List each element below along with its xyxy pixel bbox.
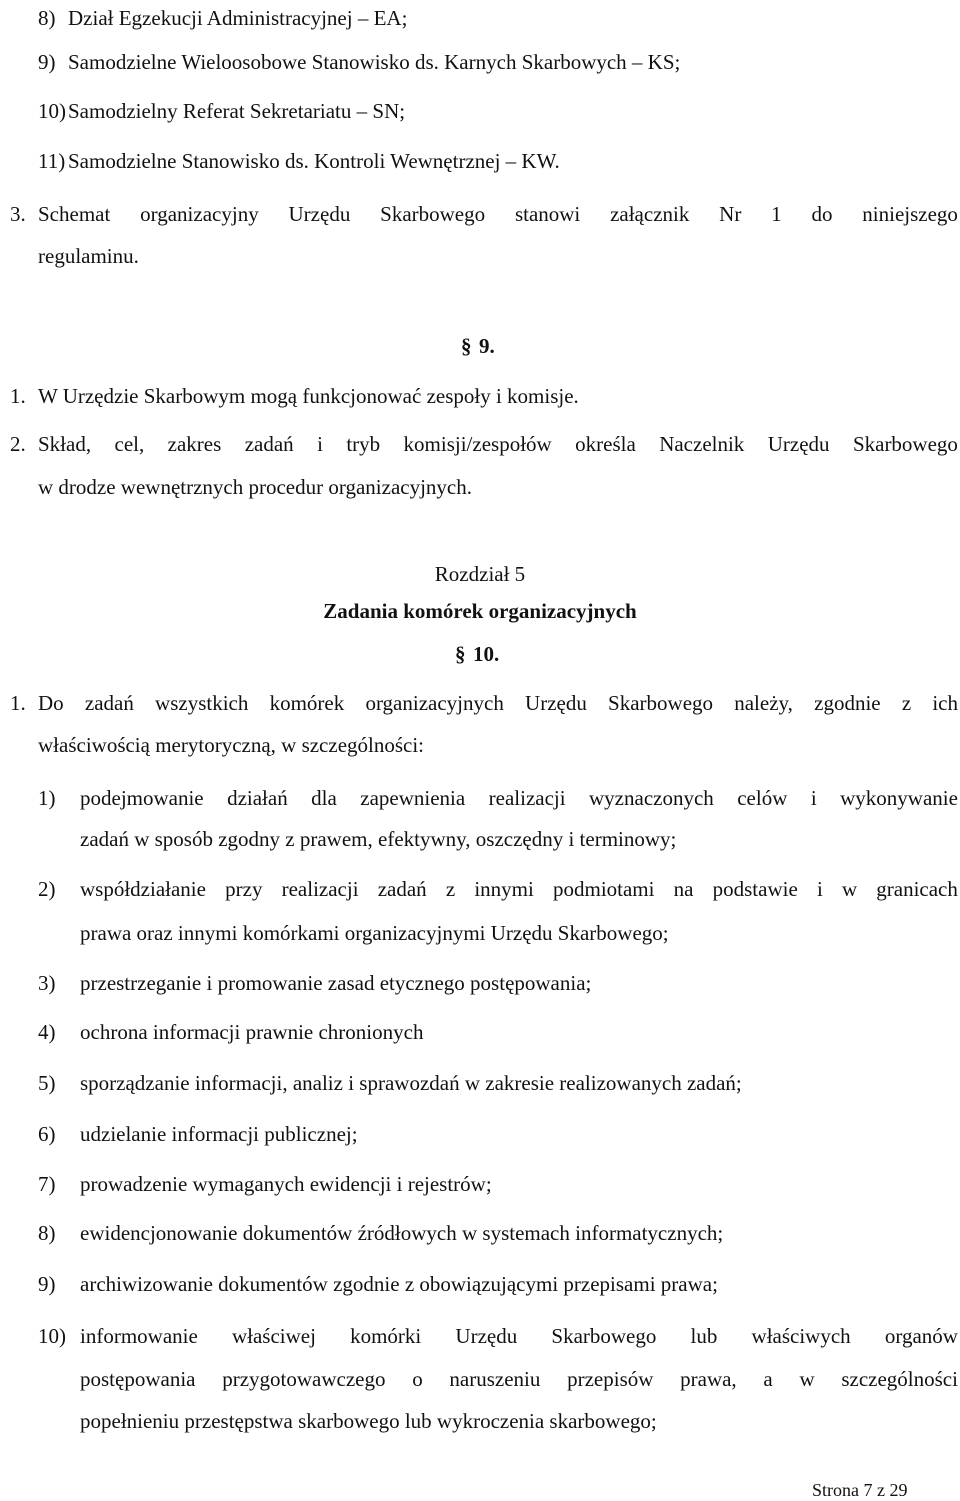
list-number: 10) <box>38 1324 66 1348</box>
list-item-text: przestrzeganie i promowanie zasad etycznego postępowania; <box>80 971 592 995</box>
list-number: 5) <box>38 1071 56 1095</box>
list-number: 3) <box>38 971 56 995</box>
list-item-text: podejmowanie działań dla zapewnienia realizacji wyznaczonych celów i wykonywanie <box>80 786 958 810</box>
list-item-text: ewidencjonowanie dokumentów źródłowych w systemach informatycznych; <box>80 1221 724 1245</box>
list-number: 9) <box>38 50 56 74</box>
list-number: 4) <box>38 1020 56 1044</box>
paragraph-number: 1. <box>10 384 26 408</box>
section-title: 10. <box>473 642 500 666</box>
paragraph-number: 3. <box>10 202 26 226</box>
list-number: 8) <box>38 6 56 30</box>
list-number: 8) <box>38 1221 56 1245</box>
list-item-text: informowanie właściwej komórki Urzędu Skarbowego lub właściwych organów <box>80 1324 958 1348</box>
paragraph-number: 1. <box>10 691 26 715</box>
list-item-text: udzielanie informacji publicznej; <box>80 1122 358 1146</box>
paragraph-line: Schemat organizacyjny Urzędu Skarbowego stanowi załącznik Nr 1 do niniejszego <box>38 202 958 226</box>
section-symbol: § <box>455 642 466 666</box>
paragraph-line: Do zadań wszystkich komórek organizacyjnych Urzędu Skarbowego należy, zgodnie z ich <box>38 691 958 715</box>
list-item-text: Samodzielne Stanowisko ds. Kontroli Wewnętrznej – KW. <box>68 149 560 173</box>
page-number: Strona 7 z 29 <box>812 1480 908 1500</box>
list-number: 1) <box>38 786 56 810</box>
list-item-text: Samodzielny Referat Sekretariatu – SN; <box>68 99 406 123</box>
list-item-text: prowadzenie wymaganych ewidencji i rejestrów; <box>80 1172 492 1196</box>
paragraph-line: Skład, cel, zakres zadań i tryb komisji/zespołów określa Naczelnik Urzędu Skarbowego <box>38 432 958 456</box>
paragraph-line: właściwością merytoryczną, w szczególności: <box>38 733 425 757</box>
list-item-text: archiwizowanie dokumentów zgodnie z obowiązującymi przepisami prawa; <box>80 1272 718 1296</box>
chapter-label: Rozdział 5 <box>434 562 526 586</box>
chapter-title: Zadania komórek organizacyjnych <box>323 599 637 623</box>
list-item-text: ochrona informacji prawnie chronionych <box>80 1020 424 1044</box>
list-number: 6) <box>38 1122 56 1146</box>
paragraph-line: W Urzędzie Skarbowym mogą funkcjonować zespoły i komisje. <box>38 384 579 408</box>
list-number: 9) <box>38 1272 56 1296</box>
list-item-text: sporządzanie informacji, analiz i sprawozdań w zakresie realizowanych zadań; <box>80 1071 742 1095</box>
paragraph-line: regulaminu. <box>38 244 139 268</box>
list-item-text: zadań w sposób zgodny z prawem, efektywny, oszczędny i terminowy; <box>80 827 677 851</box>
list-item-text: prawa oraz innymi komórkami organizacyjnymi Urzędu Skarbowego; <box>80 921 669 945</box>
list-item-text: współdziałanie przy realizacji zadań z innymi podmiotami na podstawie i w granicach <box>80 877 958 901</box>
paragraph-line: w drodze wewnętrznych procedur organizacyjnych. <box>38 475 473 499</box>
section-title: 9. <box>479 334 495 358</box>
list-item-text: Samodzielne Wieloosobowe Stanowisko ds. Karnych Skarbowych – KS; <box>68 50 681 74</box>
list-item-text: postępowania przygotowawczego o naruszeniu przepisów prawa, a w szczególności <box>80 1367 958 1391</box>
list-item-text: Dział Egzekucji Administracyjnej – EA; <box>68 6 408 30</box>
list-item-text: popełnieniu przestępstwa skarbowego lub wykroczenia skarbowego; <box>80 1409 657 1433</box>
paragraph-number: 2. <box>10 432 26 456</box>
list-number: 7) <box>38 1172 56 1196</box>
list-number: 2) <box>38 877 56 901</box>
list-number: 10) <box>38 99 66 123</box>
list-number: 11) <box>38 149 66 173</box>
section-symbol: § <box>461 334 472 358</box>
